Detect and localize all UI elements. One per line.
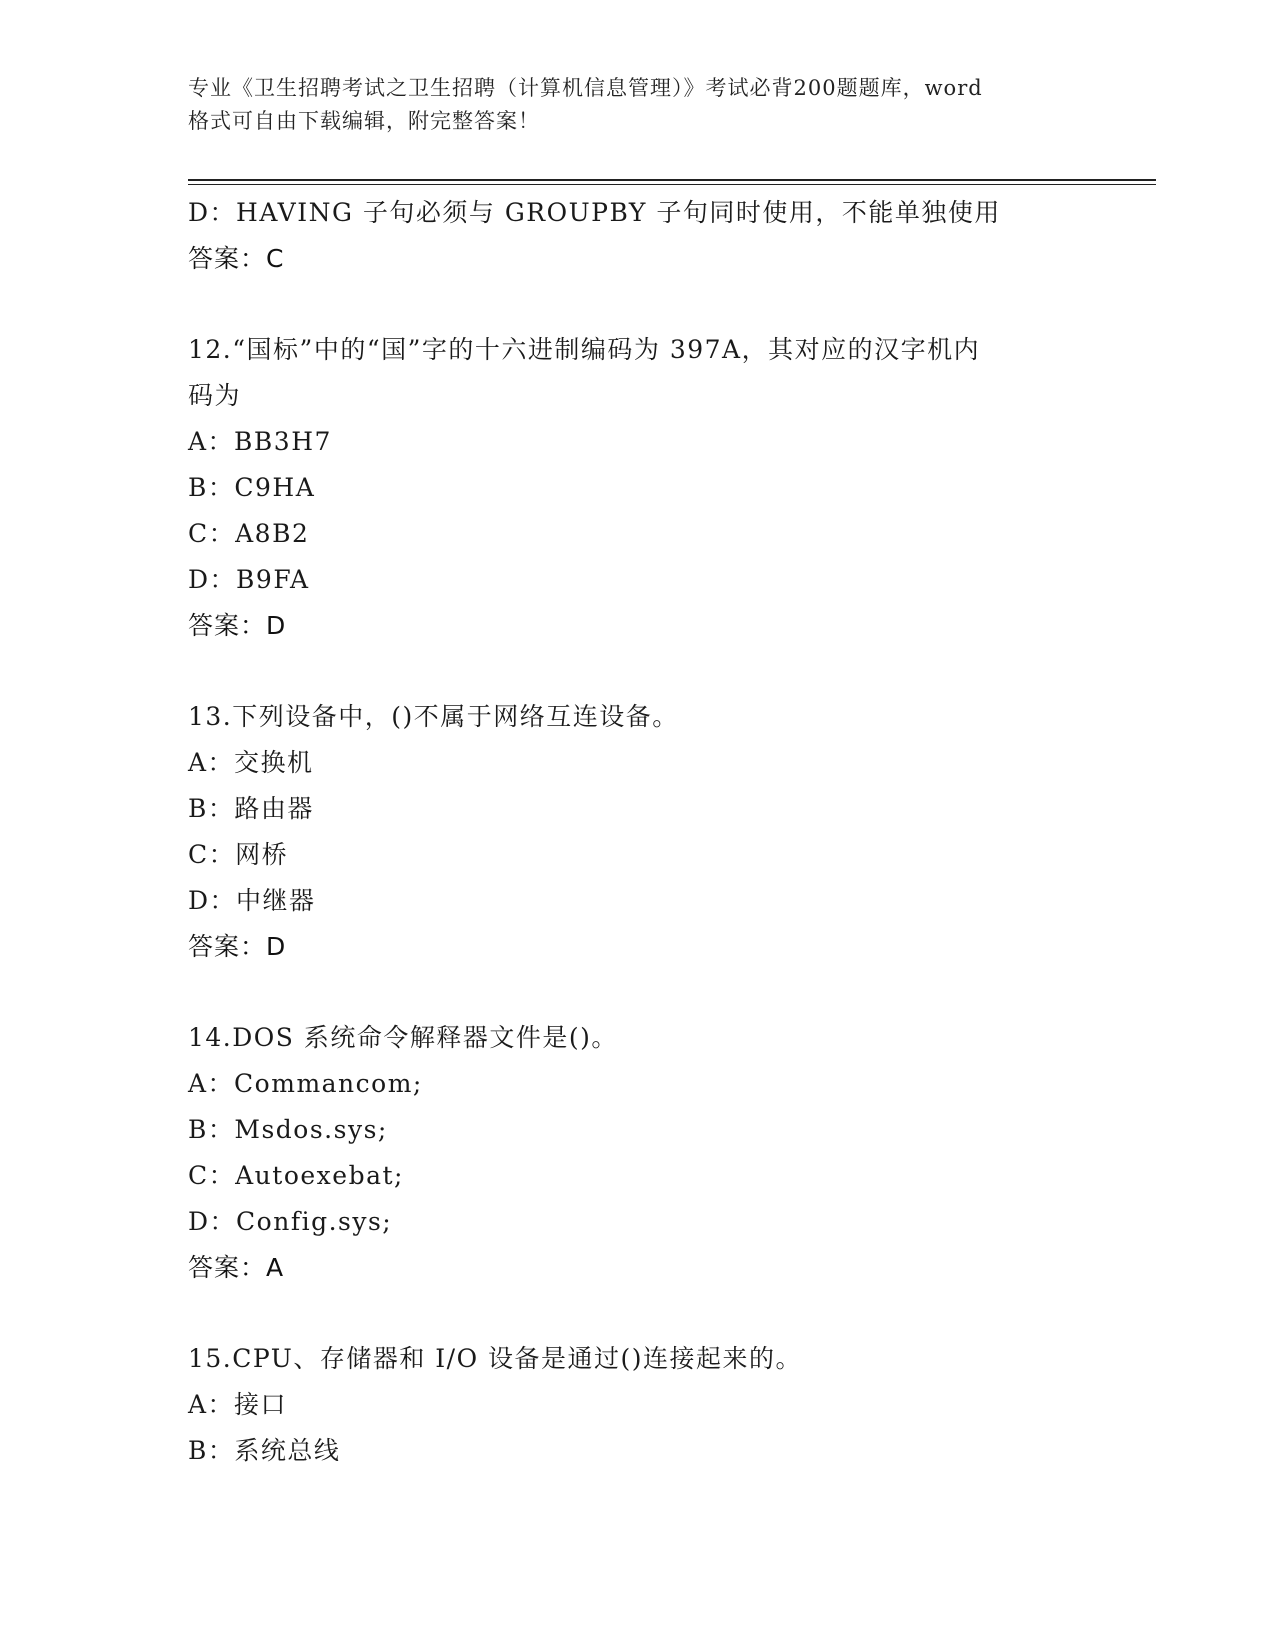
header-rule-thick [188,179,1156,181]
option-a: A：接口 [188,1390,288,1419]
question-gap [188,1291,1088,1336]
question-stem: 14.DOS 系统命令解释器文件是()。 [188,1023,618,1052]
option-d: D：Config.sys; [188,1207,393,1236]
option-b: B：系统总线 [188,1436,341,1465]
answer-line: 答案：C [188,244,285,273]
answer-line: 答案：D [188,611,287,640]
option-a: A：Commancom; [188,1069,423,1098]
option-c: C：Autoexebat; [188,1161,404,1190]
question-stem-continued: 码为 [188,381,242,410]
question-13 [188,694,1088,970]
document-header [188,72,1088,138]
question-12 [188,327,1088,649]
option-b: B：Msdos.sys; [188,1115,388,1144]
question-stem: 13.下列设备中，()不属于网络互连设备。 [188,702,679,731]
option-a: A：BB3H7 [188,427,332,456]
header-rule-thin [188,184,1156,185]
option-a: A：交换机 [188,748,314,777]
question-15 [188,1336,1088,1474]
question-11-tail [188,190,1088,282]
option-d: D：中继器 [188,886,316,915]
answer-line: 答案：A [188,1253,285,1282]
option-b: B：路由器 [188,794,314,823]
question-14 [188,1015,1088,1291]
question-gap [188,649,1088,694]
option-d: D：B9FA [188,565,310,594]
option-c: C：A8B2 [188,519,310,548]
question-gap [188,282,1088,327]
option-d: D：HAVING 子句必须与 GROUPBY 子句同时使用，不能单独使用 [188,198,1001,227]
answer-line: 答案：D [188,932,287,961]
header-line-2: 格式可自由下载编辑，附完整答案！ [188,109,540,133]
option-b: B：C9HA [188,473,316,502]
question-gap [188,970,1088,1015]
question-stem: 15.CPU、存储器和 I/O 设备是通过()连接起来的。 [188,1344,803,1373]
option-c: C：网桥 [188,840,289,869]
question-stem: 12.“国标”中的“国”字的十六进制编码为 397A，其对应的汉字机内 [188,335,981,364]
header-line-1: 专业《卫生招聘考试之卫生招聘（计算机信息管理）》考试必背200题题库，word [188,76,983,100]
document-body [188,190,1088,1474]
